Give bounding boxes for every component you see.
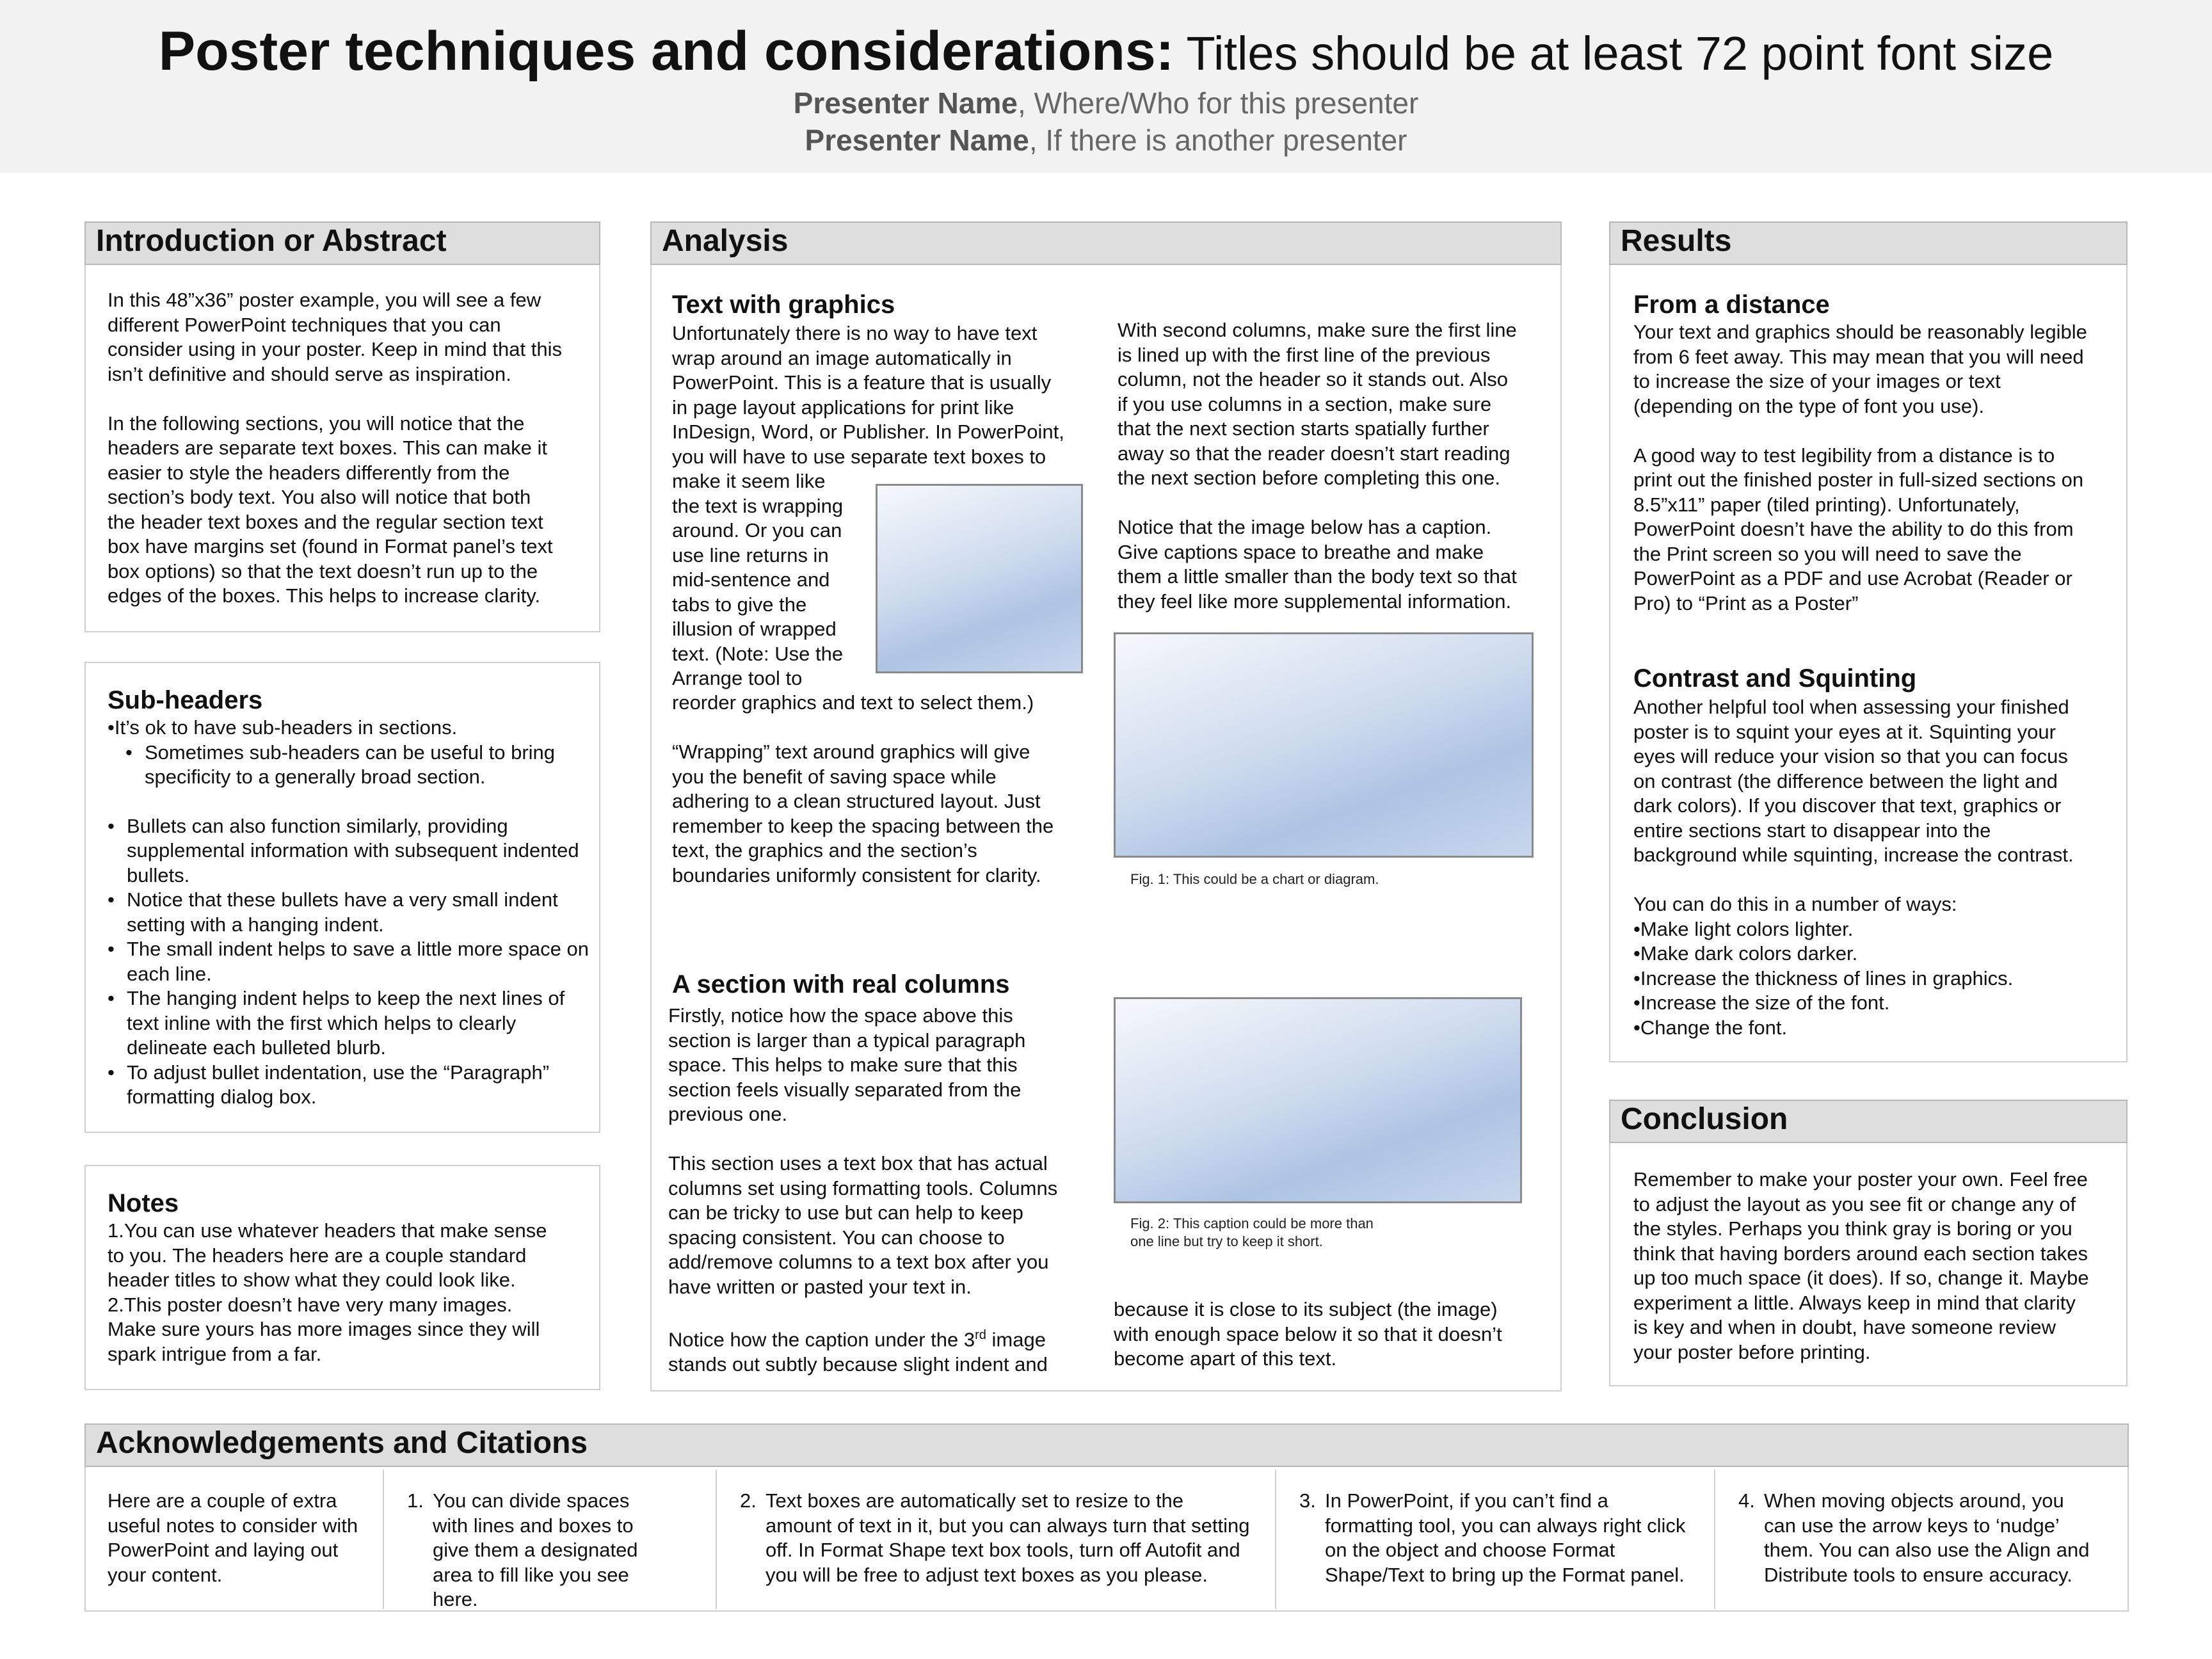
item-number: 2. <box>740 1489 757 1512</box>
analysis-text-1b: reorder graphics and text to select them.) “Wrapping” text around graphics will give you the benefit of saving space while adhering to a clean structured layout. Just remember to keep the spacing between the text, the graphics and the section’s boundaries uniformly consistent for clarity. <box>672 691 1054 886</box>
item-text: In PowerPoint, if you can’t find a formatting tool, you can always right click on the object and choose Format Shape/Text to bring up the Format panel. <box>1325 1489 1686 1586</box>
item-text: Text boxes are automatically set to resize to the amount of text in it, but you can always turn that setting off. In Format Shape text box tools, turn off Autofit and you will be free to adjust text boxes as you please. <box>765 1489 1250 1586</box>
acknowledgements-heading: Acknowledgements and Citations <box>84 1423 2129 1467</box>
bullet-text: It’s ok to have sub-headers in sections. <box>114 716 458 739</box>
intro-heading: Introduction or Abstract <box>84 221 600 265</box>
ack-item-2 <box>740 1489 1271 1610</box>
analysis-text-wrap: make it seem like the text is wrapping around. Or you can use line returns in mid-sentence and tabs to give the illusion of wrapped text. (Note: Use the Arrange tool to <box>672 470 844 689</box>
analysis-text-3-last-a: Notice how the caption under the 3 <box>668 1328 975 1351</box>
results-subheading-2: Contrast and Squinting <box>1633 664 1917 693</box>
analysis-image-1 <box>876 484 1083 673</box>
analysis-text-2: With second columns, make sure the first line is lined up with the first line of the previous column, not the header so it stands out. Also if you use columns in a section, make sure that the next section starts spatially further away so that the reader doesn’t start reading the next section before completing this one. Notice that the image below has a caption. Give captions space to breathe and make them a little smaller than the body text so that they feel like more supplemental information. <box>1118 319 1517 613</box>
ordinal-suffix: rd <box>975 1328 986 1342</box>
bullet-mark: • <box>108 987 115 1009</box>
conclusion-body: Remember to make your poster your own. Feel free to adjust the layout as you see fit or change any of the styles. Perhaps you think gray is boring or you think that having borders around each section takes up too much space (it does). If so, change it. Maybe experiment a little. Always keep in mind that clarity is key and when in doubt, have someone review your poster before printing. <box>1633 1168 2089 1363</box>
analysis-text-3-last-b: image stands out subtly because slight indent and <box>668 1328 1048 1375</box>
column-divider <box>716 1470 717 1609</box>
column-divider <box>1275 1470 1276 1609</box>
analysis-subheading-2: A section with real columns <box>672 970 1010 998</box>
acknowledgements-intro: Here are a couple of extra useful notes to consider with PowerPoint and laying out your content. <box>108 1489 358 1586</box>
title-bold: Poster techniques and considerations: <box>158 20 1174 82</box>
conclusion-heading: Conclusion <box>1609 1100 2128 1143</box>
bullet-mark: • <box>108 814 115 837</box>
figure-1-caption: Fig. 1: This could be a chart or diagram. <box>1130 871 1379 887</box>
item-number: 4. <box>1738 1489 1755 1512</box>
item-text: You can divide spaces with lines and boxes to give them a designated area to fill like you see here. <box>433 1489 638 1610</box>
analysis-subheading-1: Text with graphics <box>672 291 895 319</box>
ack-item-1 <box>407 1489 701 1610</box>
results-heading: Results <box>1609 221 2128 265</box>
bullet-item <box>108 1061 589 1110</box>
results-body-2: Another helpful tool when assessing your finished poster is to squint your eyes at it. Squinting your eyes will reduce your vision so that you can focus on contrast (the difference between the light and dark colors). If you discover that text, graphics or entire sections start to disappear into the background while squinting, increase the contrast. You can do this in a number of ways: •Make light colors lighter. •Make dark colors darker. •Increase the thickness of lines in graphics. •Increase the size of the font. •Change the font. <box>1633 696 2074 1039</box>
bullet-item <box>108 888 589 937</box>
column-divider <box>1714 1470 1715 1609</box>
bullet-item <box>108 741 589 790</box>
ack-item-3 <box>1299 1489 1709 1610</box>
item-text: When moving objects around, you can use the arrow keys to ‘nudge’ them. You can also use the Align and Distribute tools to ensure accuracy. <box>1764 1489 2090 1586</box>
bullet-text: To adjust bullet indentation, use the “Paragraph” formatting dialog box. <box>127 1061 550 1108</box>
presenter-detail: , If there is another presenter <box>1029 124 1407 157</box>
figure-2-image <box>1114 997 1522 1203</box>
bullet-text: The small indent helps to save a little more space on each line. <box>127 938 589 985</box>
column-divider <box>383 1470 384 1609</box>
presenter-name: Presenter Name <box>793 86 1018 120</box>
results-body-1: Your text and graphics should be reasonably legible from 6 feet away. This may mean that you will need to increase the size of your images or text (depending on the type of font you use). A good way to test legibility from a distance is to print out the finished poster in full-sized sections on 8.5”x11” paper (tiled printing). Unfortunately, PowerPoint doesn’t have the ability to do this from the Print screen so you will need to save the PowerPoint as a PDF and use Acrobat (Reader or Pro) to “Print as a Poster” <box>1633 321 2087 614</box>
subheaders-bullets <box>108 716 589 1110</box>
analysis-text-3: Firstly, notice how the space above this section is larger than a typical paragraph space. This helps to make sure that this section feels visually separated from the previous one. This section uses a text box that has actual columns set using formatting tools. Columns can be tricky to use but can help to keep spacing consistent. You can choose to add/remove columns to a text box after you have written or pasted your text in. <box>668 1004 1058 1298</box>
bullet-item <box>108 814 589 888</box>
results-subheading-1: From a distance <box>1633 291 1830 319</box>
figure-2-caption: Fig. 2: This caption could be more than one line but try to keep it short. <box>1130 1215 1374 1249</box>
notes-heading: Notes <box>108 1189 179 1217</box>
bullet-item <box>108 937 589 986</box>
bullet-mark: • <box>108 938 115 960</box>
poster-title <box>0 19 2212 86</box>
subheaders-heading: Sub-headers <box>108 686 263 714</box>
bullet-text: Bullets can also function similarly, providing supplemental information with subsequent indented bullets. <box>127 814 579 886</box>
analysis-text-1a: Unfortunately there is no way to have text wrap around an image automatically in PowerPoint. This is a feature that is usually in page layout applications for print like InDesign, Word, or Publisher. In PowerPoint, you will have to use separate text boxes to <box>672 322 1064 468</box>
intro-body: In this 48”x36” poster example, you will see a few different PowerPoint techniques that you can consider using in your poster. Keep in mind that this isn’t definitive and should serve as inspiration. In the following sections, you will notice that the headers are separate text boxes. This can make it easier to style the headers differently from the section’s body text. You also will notice that both the header text boxes and the regular section text box have margins set (found in Format panel’s text box options) so that the text doesn’t run up to the edges of the boxes. This helps to increase clarity. <box>108 289 562 607</box>
analysis-text-4: because it is close to its subject (the image) with enough space below it so that it doesn’t become apart of this text. <box>1114 1298 1502 1370</box>
title-rest: Titles should be at least 72 point font size <box>1174 27 2054 80</box>
bullet-mark: • <box>108 716 115 739</box>
presenter-line-2 <box>0 122 2212 159</box>
bullet-mark: • <box>108 1061 115 1084</box>
bullet-item <box>108 986 589 1061</box>
notes-body: 1.You can use whatever headers that make sense to you. The headers here are a couple standard header titles to show what they could look like. 2.This poster doesn’t have very many images. Make sure yours has more images since they will spark intrigue from a far. <box>108 1219 547 1365</box>
presenter-line-1 <box>0 84 2212 122</box>
item-number: 3. <box>1299 1489 1316 1512</box>
bullet-mark: • <box>108 888 115 911</box>
figure-1-image <box>1114 632 1534 858</box>
ack-item-4 <box>1738 1489 2122 1610</box>
item-number: 1. <box>407 1489 424 1512</box>
analysis-text-3-last <box>668 1323 1110 1377</box>
presenter-name: Presenter Name <box>805 124 1029 157</box>
bullet-text: Notice that these bullets have a very small indent setting with a hanging indent. <box>127 888 558 936</box>
presenter-detail: , Where/Who for this presenter <box>1017 86 1419 120</box>
bullet-mark: • <box>125 741 132 764</box>
bullet-text: Sometimes sub-headers can be useful to bring specificity to a generally broad section. <box>145 741 556 788</box>
bullet-item <box>108 716 589 741</box>
bullet-text: The hanging indent helps to keep the next lines of text inline with the first which helps to clearly delineate each bulleted blurb. <box>127 987 565 1059</box>
analysis-heading: Analysis <box>650 221 1562 265</box>
